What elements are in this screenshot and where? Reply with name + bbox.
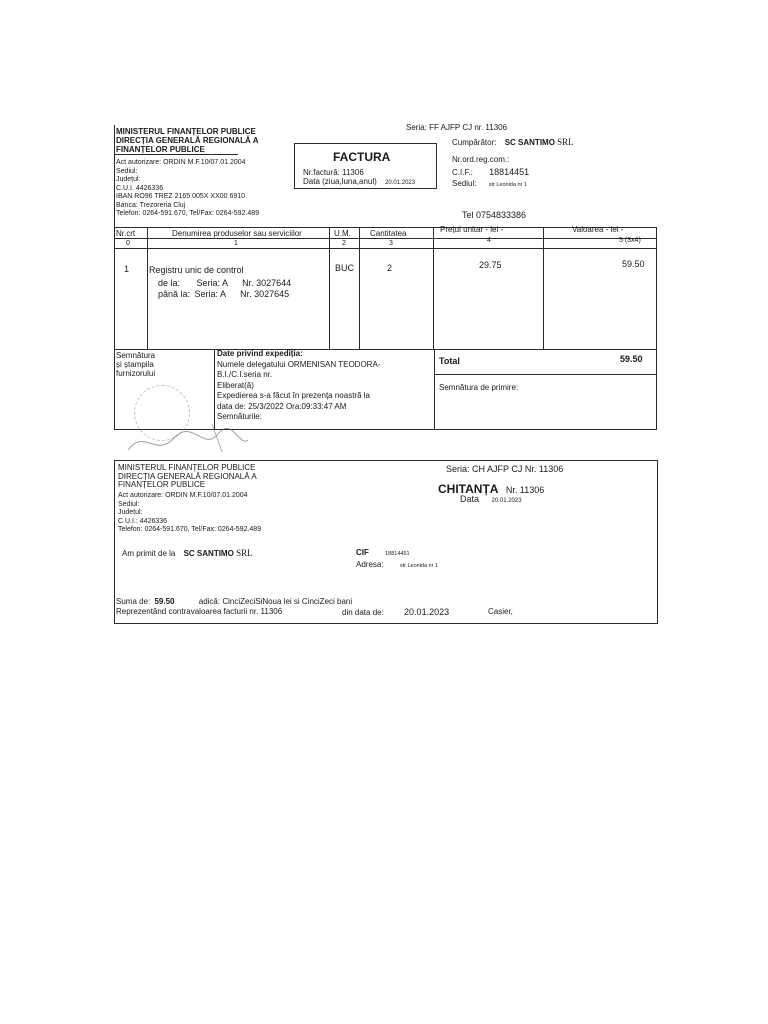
col-sep-1 [147,227,148,349]
signature-mark [122,422,252,462]
row-to: până la: Seria: A Nr. 3027645 [158,289,290,299]
act-autorizare: Act autorizare: ORDIN M.F.10/07.01.2004 [116,159,246,166]
factura-box [294,143,437,189]
row-product-name: Registru unic de control [149,265,244,275]
receipt-cif: CIF 18814451 [356,548,410,557]
row-qty: 2 [387,263,393,273]
expedition-block [217,349,380,423]
delegate-name: Numele delegatului ORMENISAN TEODORA- [217,359,381,369]
issuer-sediul: Sediul: [116,167,138,175]
factura-date: Data (ziua,luna,anul) 20.01.2023 [303,177,416,186]
receipt-din-data: din data de: 20.01.2023 [342,607,450,617]
issuer-name [116,127,259,154]
table-body-line [114,349,657,350]
invoice-left-border [114,125,115,430]
factura-number: Nr.factură: 11306 [303,168,364,177]
buyer-label-row: Cumpărător: SC SANTIMO SRL [452,137,574,147]
issuer-judetul: Județul: [116,176,141,183]
amount-value: 59.50 [154,597,175,606]
issuer-telefon: Telefon: 0264-591.670, Tel/Fax: 0264-592.489 [116,210,260,217]
invoice-series: Seria: FF AJFP CJ nr. 11306 [406,123,508,132]
row-unit-price: 29.75 [479,260,502,270]
expedition-line1: Expedierea s-a făcut în prezența noastră la [217,391,370,400]
buyer-name: SC SANTIMO [504,138,555,147]
received-from: Am primit de la SC SANTIMO SRL [122,548,253,558]
row-from: de la: Seria: A Nr. 3027644 [158,278,292,288]
row-nr: 1 [124,264,130,274]
index-0: 0 [126,240,130,247]
issuer-underline [114,154,238,155]
receipt-title: CHITANȚA [438,482,499,496]
index-2: 2 [342,240,346,247]
buyer-tel: Tel 0754833386 [462,210,527,220]
receipt-issuer-details: Act autorizare: ORDIN M.F.10/07.01.2004 Sediul: Județul: C.U.I.: 4426336 Telefon: 0264-591.670, Tel/Fax: 0264-592.489 [118,492,262,533]
payer-name: SC SANTIMO [183,549,234,558]
receipt [114,460,658,624]
issuer-name-line2: DIRECȚIA GENERALĂ REGIONALĂ A [116,136,259,145]
index-4: 4 [487,237,491,244]
issuer-details [116,159,259,219]
expedition-signatures: Semnăturile: [217,412,262,421]
total-label: Total [439,356,460,366]
row-um: BUC [335,263,355,273]
receipt-series: Seria: CH AJFP CJ Nr. 11306 [446,464,564,474]
footer-sep-1 [214,349,215,429]
table-header-line [114,238,657,239]
expedition-line2: data de: 25/3/2022 Ora:09:33:47 AM [217,401,347,411]
receipt-issuer-name: MINISTERUL FINANȚELOR PUBLICE DIRECȚIA GENERALĂ REGIONALĂ A FINANȚELOR PUBLICE [118,463,257,489]
receipt-casier: Casier, [488,607,513,616]
supplier-signature-label: Semnătura și ștampila furnizorului [116,351,156,378]
header-nr-crt: Nr.crt [116,229,136,238]
expedition-title: Date privind expediția: [217,349,303,358]
factura-title: FACTURA [333,150,391,164]
total-underline [434,374,657,375]
receipt-number: Nr. 11306 [505,485,545,495]
header-pret-unitar: Prețul unitar - lei - [440,225,504,234]
buyer-nr-ord-reg: Nr.ord.reg.com.: [452,155,510,164]
footer-sep-2 [434,349,435,429]
delegate-id: B.I./C.I.seria nr. [217,370,273,379]
issuer-name-line1: MINISTERUL FINANȚELOR PUBLICE [116,127,256,136]
col-sep-5 [543,227,544,349]
buyer-cif: C.I.F.: 18814451 [452,167,530,177]
amount-words: adică: CinciZeciSiNoua lei si CinciZeci bani [198,597,353,606]
issuer-banca: Banca: Trezoreria Cluj [116,201,186,209]
delegate-eliberat: Eliberat(ă) [217,380,254,390]
invoice-right-border [656,227,657,430]
header-denumirea: Denumirea produselor sau serviciilor [172,229,302,238]
buyer-sediul: Sediul: str Leonida nr 1 [452,179,527,188]
invoice [114,117,657,430]
header-um: U.M. [334,229,351,238]
col-sep-3 [359,227,360,349]
receipt-adresa: Adresa: str Leonida nr 1 [356,560,439,569]
issuer-cui: C.U.I. 4426336 [116,184,164,192]
receipt-date: Data 20.01.2023 [460,494,522,504]
receipt-signature-label: Semnătura de primire: [439,383,519,392]
table-index-line [114,248,657,249]
index-3: 3 [389,240,393,247]
issuer-iban: IBAN RO96 TREZ 2165 005X XX00 6910 [116,193,246,200]
index-1: 1 [234,240,238,247]
receipt-reprezentand: Reprezentând contravaloarea facturii nr. 11306 [116,607,283,616]
row-value: 59.50 [622,259,645,269]
total-value: 59.50 [620,354,643,364]
receipt-amount: Suma de: 59.50 adică: CinciZeciSiNoua lei si CinciZeci bani [116,597,353,606]
col-sep-2 [329,227,330,349]
index-5: 5 (3x4) [619,237,641,244]
header-cantitatea: Cantitatea [370,229,407,238]
issuer-name-line3: FINANȚELOR PUBLICE [116,145,205,154]
header-valoarea: Valoarea - lei - [572,225,624,234]
col-sep-4 [433,227,434,349]
